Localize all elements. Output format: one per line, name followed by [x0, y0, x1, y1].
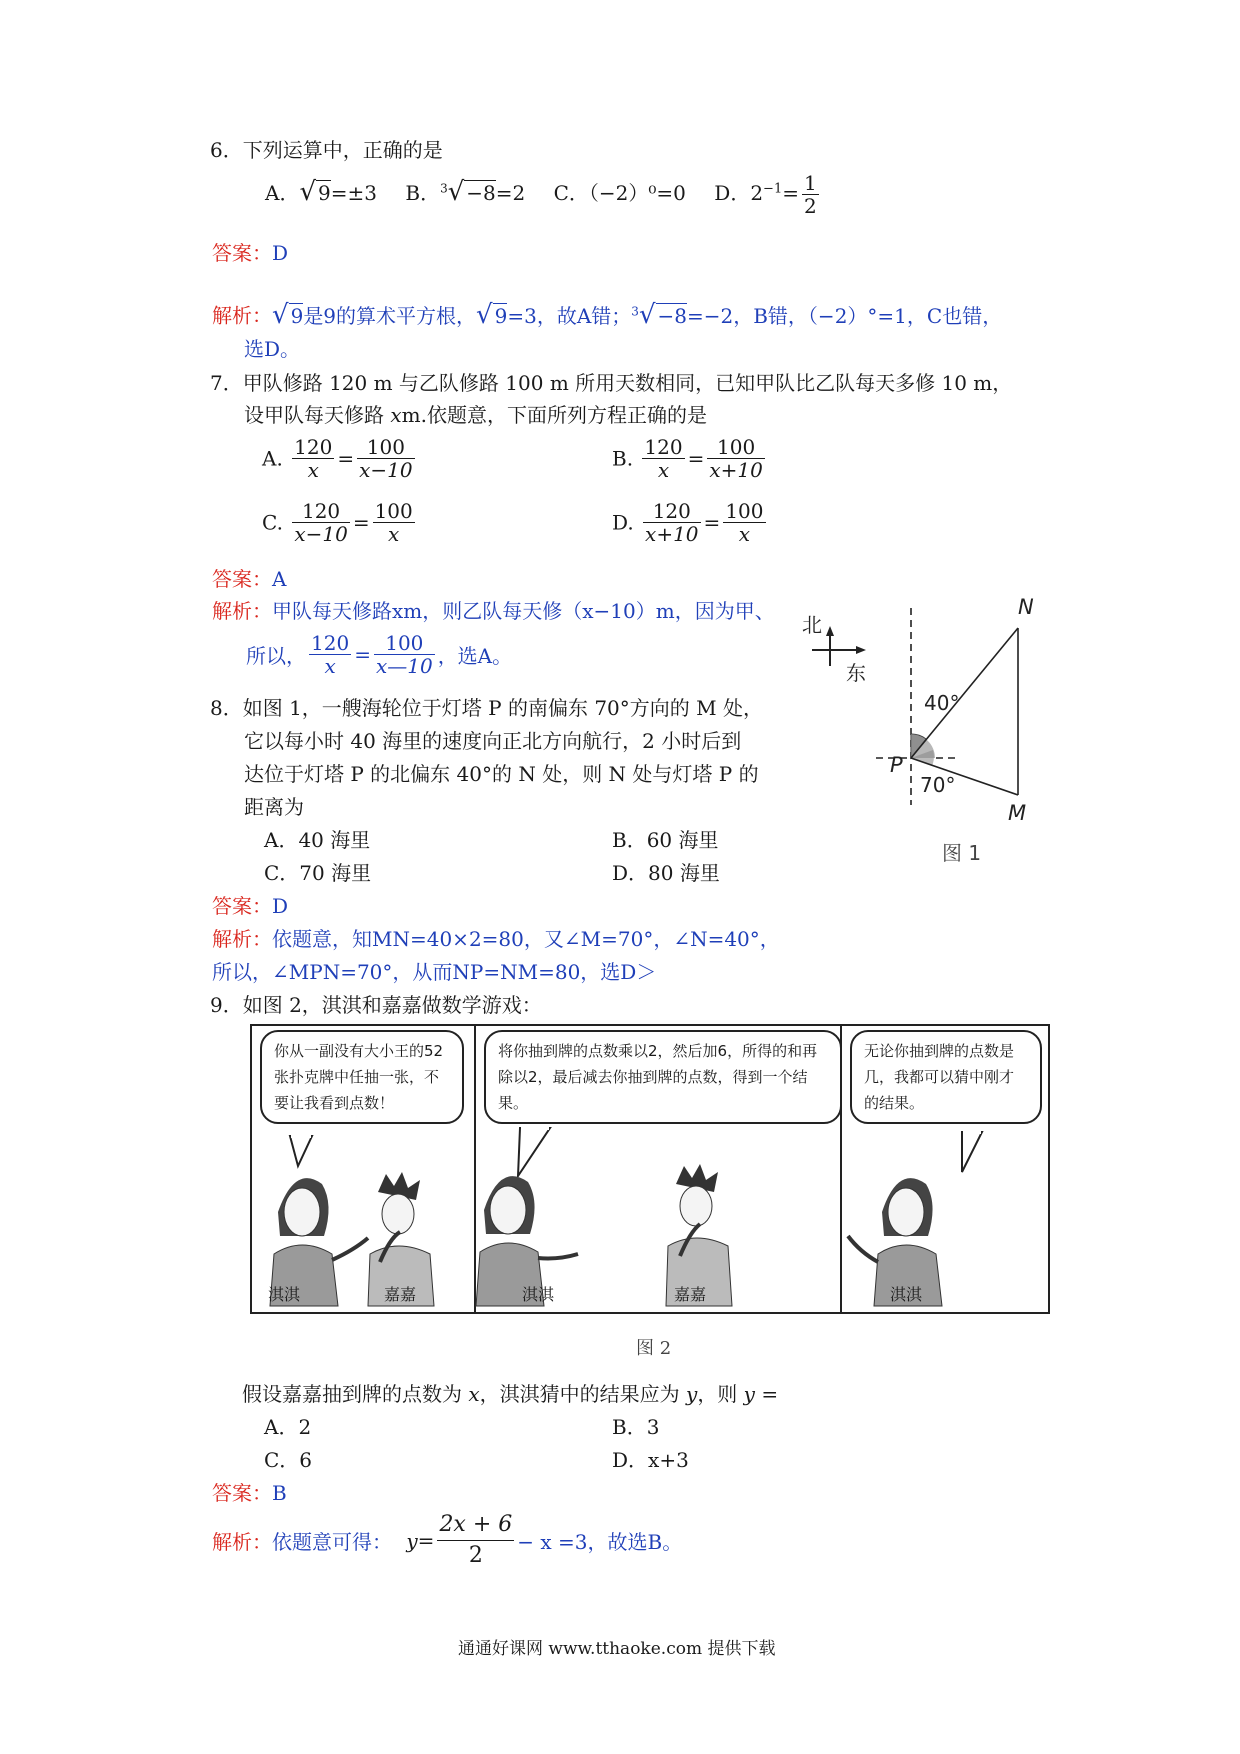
q7-stem-line2: 设甲队每天修路 xm.依题意，下面所列方程正确的是: [244, 403, 707, 427]
angle-40-label: 40°: [924, 691, 960, 715]
q8-answer: 答案：D: [212, 894, 289, 918]
q8-line2: 它以每小时 40 海里的速度向正北方向航行，2 小时后到: [244, 729, 742, 753]
angle-70-label: 70°: [920, 773, 956, 797]
q8-option-c: C．70 海里: [264, 861, 372, 885]
q9-option-d: D．x+3: [612, 1448, 689, 1472]
q8-analysis-line1: 解析：依题意，知MN=40×2=80，又∠M=70°，∠N=40°，: [212, 927, 780, 951]
q9-analysis: 解析：依题意可得： y= $\frac{2x + 6}{2}$ − x =3，故选B。: [212, 1512, 683, 1568]
q6-answer: 答案：D: [212, 241, 289, 265]
name-qiqi-1: 淇淇: [268, 1285, 301, 1304]
q6-analysis-line2: 选D。: [244, 337, 301, 361]
page-footer: 通通好课网 www.tthaoke.com 提供下载: [458, 1639, 776, 1659]
q8-option-d: D．80 海里: [612, 861, 720, 885]
q6-stem: 6．下列运算中，正确的是: [210, 138, 443, 162]
q6-options: A．√ 9=±3 B．$^3$√ −8=2 C．（−2）⁰=0 D．$2^{-1}=$ $\frac{1}{2}$: [265, 171, 817, 218]
q7-stem-line1: 7．甲队修路 120 m 与乙队修路 100 m 所用天数相同，已知甲队比乙队每天多修 10 m，: [210, 371, 1013, 395]
q9-answer: 答案：B: [212, 1481, 287, 1505]
point-p-label: P: [890, 753, 903, 777]
q7-option-d: D. $\frac{120}{x+10}$ = $\frac{100}{x}$: [612, 499, 764, 546]
q7-option-c: C. $\frac{120}{x-10}$ = $\frac{100}{x}$: [262, 499, 413, 546]
north-label: 北: [802, 613, 822, 637]
q9-stem: 9．如图 2，淇淇和嘉嘉做数学游戏：: [210, 993, 542, 1017]
point-n-label: N: [1018, 595, 1034, 619]
q9-option-c: C．6: [264, 1448, 313, 1472]
figure-2-caption: 图 2: [636, 1338, 672, 1359]
q6-analysis: 解析：√ 9是9的算术平方根，√ 9=3，故A错；$^3$√ −8=−2，B错，（−2）°=1，C也错，: [212, 299, 1003, 330]
q9-option-a: A．2: [264, 1415, 312, 1439]
q7-option-b: B. $\frac{120}{x}$ = $\frac{100}{x+10}$: [612, 435, 763, 482]
name-jiajia-2: 嘉嘉: [674, 1285, 707, 1304]
q7-analysis-line2: 所以， $\frac{120}{x}$ = $\frac{100}{x—10}$ ，选A。: [246, 631, 513, 678]
q8-option-a: A．40 海里: [264, 828, 371, 852]
q9-option-b: B．3: [612, 1415, 660, 1439]
q8-analysis-line2: 所以，∠MPN=70°，从而NP=NM=80，选D＞: [212, 960, 657, 984]
q7-answer: 答案：A: [212, 567, 287, 591]
figure-2-comic: [250, 1024, 1050, 1314]
q7-analysis-line1: 解析：甲队每天修路xm，则乙队每天修（x−10）m，因为甲、: [212, 599, 775, 623]
name-qiqi-3: 淇淇: [890, 1285, 923, 1304]
q8-line4: 距离为: [244, 795, 304, 819]
q9-assumption: 假设嘉嘉抽到牌的点数为 x，淇淇猜中的结果应为 y，则 y =: [242, 1382, 779, 1406]
point-m-label: M: [1008, 801, 1027, 825]
q8-line1: 8．如图 1，一艘海轮位于灯塔 P 的南偏东 70°方向的 M 处，: [210, 696, 763, 720]
q8-option-b: B．60 海里: [612, 828, 719, 852]
name-jiajia-1: 嘉嘉: [384, 1285, 417, 1304]
speech-bubble-1: 你从一副没有大小王的52张扑克牌中任抽一张，不要让我看到点数！: [260, 1030, 464, 1124]
speech-bubble-3: 无论你抽到牌的点数是几，我都可以猜中刚才的结果。: [850, 1030, 1042, 1124]
figure-1-diagram: [790, 590, 1060, 870]
east-label: 东: [846, 661, 866, 685]
speech-bubble-2: 将你抽到牌的点数乘以2，然后加6，所得的和再除以2，最后减去你抽到牌的点数，得到一个结果。: [484, 1030, 842, 1124]
q8-line3: 达位于灯塔 P 的北偏东 40°的 N 处，则 N 处与灯塔 P 的: [244, 762, 759, 786]
q7-option-a: A. $\frac{120}{x}$ = $\frac{100}{x-10}$: [262, 435, 413, 482]
figure-1-caption: 图 1: [942, 841, 982, 865]
name-qiqi-2: 淇淇: [522, 1285, 555, 1304]
